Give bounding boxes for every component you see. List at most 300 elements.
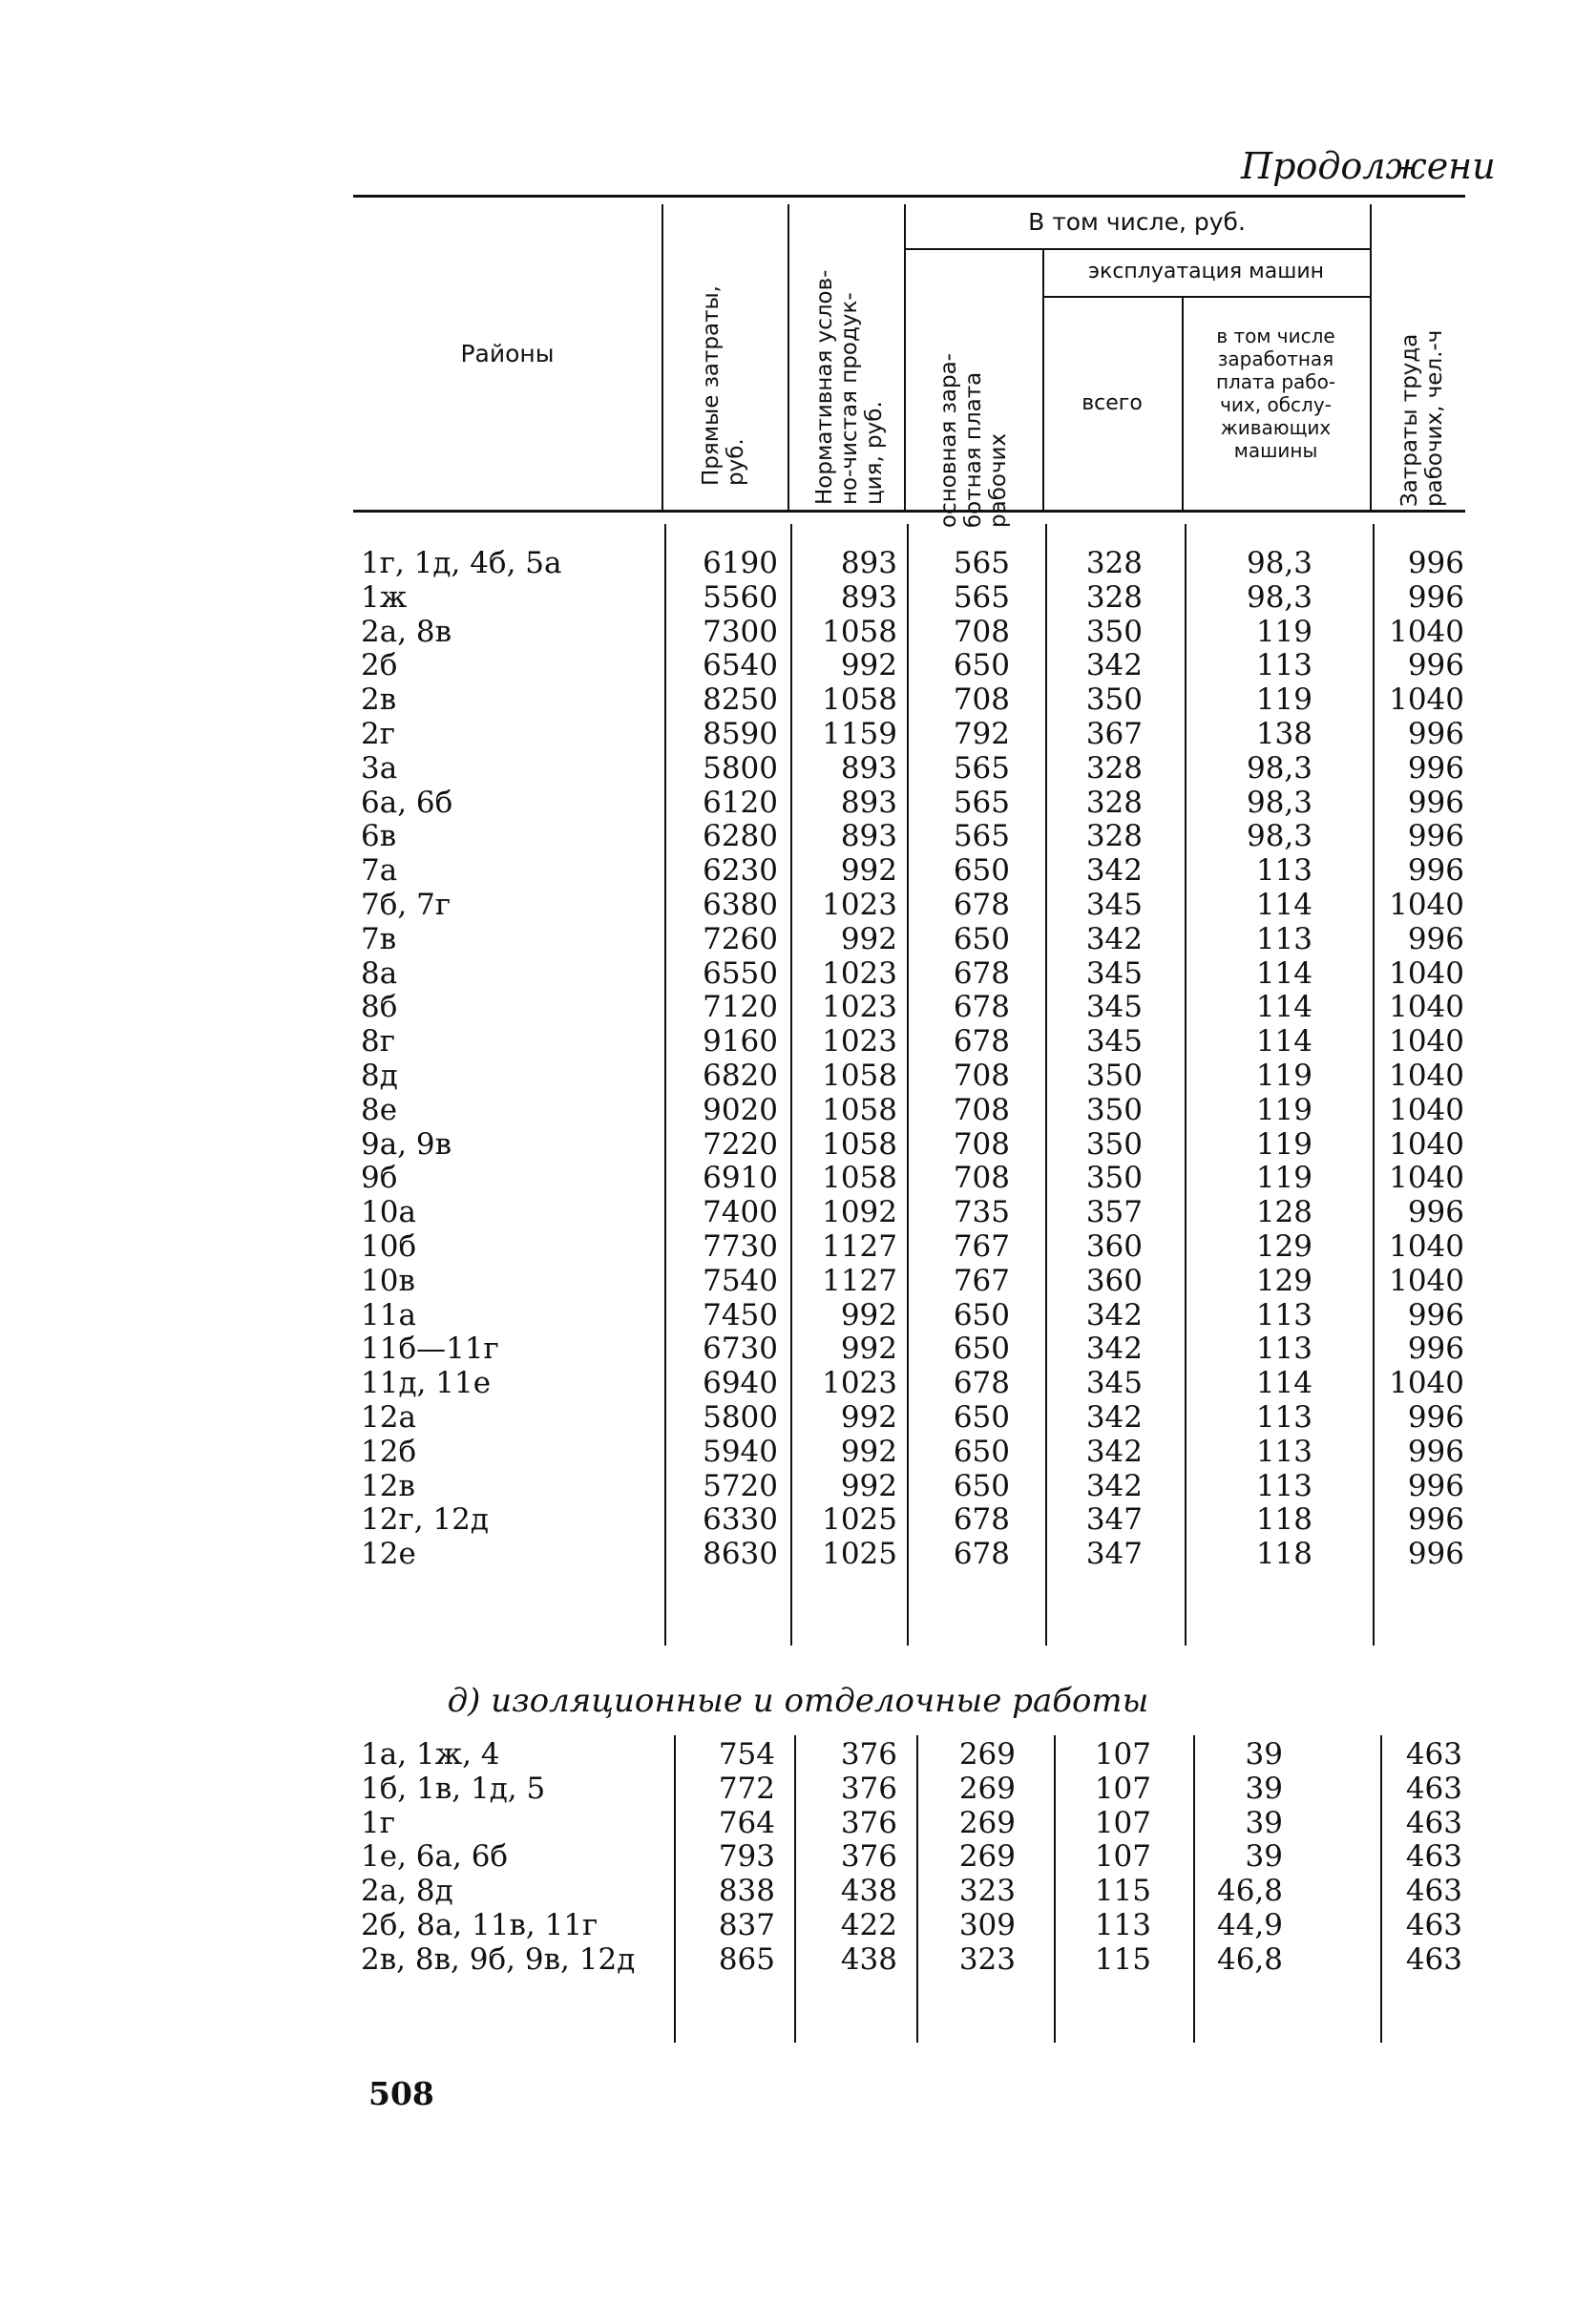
table-row [353, 580, 1465, 615]
district-cell: 1г [361, 1805, 395, 1840]
table-row [353, 1435, 1465, 1469]
value-cell: 376 [840, 1839, 897, 1875]
value-cell: 996 [1407, 1468, 1464, 1503]
value-cell: 98,3 [1246, 785, 1312, 820]
value-cell: 1058 [822, 1092, 897, 1127]
value-cell: 678 [953, 1366, 1010, 1401]
value-cell: 1023 [822, 888, 897, 922]
header-machine-wage: в том числе заработная плата рабо- чих, обслу- живающих машины [1215, 325, 1336, 462]
value-cell: 996 [1407, 1332, 1464, 1367]
district-cell: 12а [361, 1400, 416, 1435]
value-cell: 893 [840, 819, 897, 854]
value-cell: 114 [1255, 1024, 1312, 1059]
value-cell: 8630 [703, 1537, 778, 1572]
value-cell: 996 [1407, 750, 1464, 786]
value-cell: 113 [1255, 1400, 1312, 1435]
value-cell: 328 [1085, 579, 1143, 615]
value-cell: 893 [840, 546, 897, 580]
value-cell: 269 [958, 1737, 1016, 1772]
value-cell: 98,3 [1246, 579, 1312, 615]
value-cell: 128 [1255, 1195, 1312, 1230]
value-cell: 7540 [703, 1263, 778, 1298]
table-row [353, 1908, 1465, 1942]
value-cell: 793 [718, 1839, 775, 1875]
value-cell: 113 [1255, 1332, 1312, 1367]
value-cell: 98,3 [1246, 750, 1312, 786]
value-cell: 1023 [822, 955, 897, 991]
value-cell: 565 [953, 750, 1010, 786]
value-cell: 565 [953, 579, 1010, 615]
value-cell: 996 [1407, 1434, 1464, 1469]
value-cell: 992 [840, 1297, 897, 1332]
value-cell: 115 [1094, 1874, 1151, 1909]
value-cell: 1025 [822, 1537, 897, 1572]
value-cell: 992 [840, 1434, 897, 1469]
value-cell: 996 [1407, 648, 1464, 683]
value-cell: 678 [953, 990, 1010, 1025]
value-cell: 39 [1245, 1737, 1283, 1772]
value-cell: 323 [958, 1941, 1016, 1977]
value-cell: 367 [1085, 717, 1143, 751]
value-cell: 114 [1255, 888, 1312, 922]
value-cell: 996 [1407, 546, 1464, 580]
value-cell: 328 [1085, 546, 1143, 580]
value-cell: 893 [840, 579, 897, 615]
value-cell: 345 [1085, 888, 1143, 922]
district-cell: 1ж [361, 579, 408, 615]
value-cell: 708 [953, 682, 1010, 718]
value-cell: 347 [1085, 1537, 1143, 1572]
value-cell: 9160 [703, 1024, 778, 1059]
value-cell: 9020 [703, 1092, 778, 1127]
district-cell: 9б [361, 1161, 398, 1196]
value-cell: 650 [953, 648, 1010, 683]
value-cell: 708 [953, 614, 1010, 649]
district-cell: 12г, 12д [361, 1502, 489, 1538]
value-cell: 328 [1085, 785, 1143, 820]
value-cell: 438 [840, 1874, 897, 1909]
continuation-label: Продолжени [1241, 145, 1496, 187]
district-cell: 1а, 1ж, 4 [361, 1737, 500, 1772]
value-cell: 422 [840, 1908, 897, 1942]
hdr-vline-4 [1042, 250, 1044, 510]
value-cell: 113 [1255, 648, 1312, 683]
value-cell: 1092 [822, 1195, 897, 1230]
value-cell: 6550 [703, 955, 778, 991]
value-cell: 893 [840, 750, 897, 786]
district-cell: 7б, 7г [361, 888, 452, 922]
value-cell: 342 [1085, 648, 1143, 683]
value-cell: 6820 [703, 1059, 778, 1093]
district-cell: 11а [361, 1297, 416, 1332]
table-row [353, 1059, 1465, 1093]
table-row [353, 648, 1465, 682]
value-cell: 565 [953, 819, 1010, 854]
value-cell: 1127 [822, 1263, 897, 1298]
value-cell: 1040 [1389, 1161, 1464, 1196]
table-row [353, 1772, 1465, 1806]
value-cell: 678 [953, 888, 1010, 922]
top-rule [353, 195, 1465, 198]
value-cell: 119 [1255, 614, 1312, 649]
value-cell: 8590 [703, 717, 778, 751]
table-row [353, 1195, 1465, 1229]
value-cell: 650 [953, 1434, 1010, 1469]
district-cell: 3а [361, 750, 398, 786]
value-cell: 992 [840, 1332, 897, 1367]
value-cell: 463 [1405, 1941, 1462, 1977]
table-row [353, 1806, 1465, 1840]
value-cell: 996 [1407, 1502, 1464, 1538]
value-cell: 6910 [703, 1161, 778, 1196]
value-cell: 678 [953, 1024, 1010, 1059]
cost-table [353, 195, 1465, 1655]
header-normative-output: Нормативная услов- но-чистая продук- ция, руб. [812, 269, 887, 505]
table-row [353, 1024, 1465, 1059]
value-cell: 5560 [703, 579, 778, 615]
value-cell: 5800 [703, 750, 778, 786]
table-row [353, 1469, 1465, 1503]
table-row [353, 1093, 1465, 1127]
value-cell: 1040 [1389, 1024, 1464, 1059]
district-cell: 2в [361, 682, 397, 718]
value-cell: 5800 [703, 1400, 778, 1435]
value-cell: 39 [1245, 1771, 1283, 1806]
value-cell: 1159 [822, 717, 897, 751]
value-cell: 708 [953, 1126, 1010, 1162]
value-cell: 463 [1405, 1805, 1462, 1840]
value-cell: 650 [953, 1297, 1010, 1332]
value-cell: 360 [1085, 1229, 1143, 1264]
value-cell: 113 [1094, 1908, 1151, 1942]
table-row [353, 751, 1465, 786]
value-cell: 345 [1085, 990, 1143, 1025]
value-cell: 342 [1085, 921, 1143, 956]
hdr-vline-1 [662, 204, 663, 510]
value-cell: 735 [953, 1195, 1010, 1230]
value-cell: 1040 [1389, 614, 1464, 649]
value-cell: 350 [1085, 1161, 1143, 1196]
value-cell: 6940 [703, 1366, 778, 1401]
district-cell: 8е [361, 1092, 398, 1127]
value-cell: 345 [1085, 1366, 1143, 1401]
table-row [353, 1537, 1465, 1571]
district-cell: 8а [361, 955, 398, 991]
value-cell: 1040 [1389, 955, 1464, 991]
table-row [353, 1332, 1465, 1366]
table-row [353, 1229, 1465, 1264]
value-cell: 764 [718, 1805, 775, 1840]
value-cell: 376 [840, 1737, 897, 1772]
value-cell: 376 [840, 1771, 897, 1806]
table-row [353, 1366, 1465, 1400]
value-cell: 992 [840, 853, 897, 889]
value-cell: 376 [840, 1805, 897, 1840]
header-machine-total: всего [1082, 391, 1143, 415]
value-cell: 7120 [703, 990, 778, 1025]
value-cell: 1040 [1389, 1263, 1464, 1298]
value-cell: 463 [1405, 1908, 1462, 1942]
table-row [353, 990, 1465, 1024]
district-cell: 2в, 8в, 9б, 9в, 12д [361, 1941, 636, 1977]
value-cell: 6230 [703, 853, 778, 889]
value-cell: 342 [1085, 1400, 1143, 1435]
value-cell: 992 [840, 1400, 897, 1435]
value-cell: 119 [1255, 1092, 1312, 1127]
value-cell: 838 [718, 1874, 775, 1909]
header-bottom-rule [353, 510, 1465, 513]
table-row [353, 1502, 1465, 1537]
value-cell: 996 [1407, 1537, 1464, 1572]
district-cell: 2а, 8д [361, 1874, 453, 1909]
value-cell: 269 [958, 1839, 1016, 1875]
value-cell: 865 [718, 1941, 775, 1977]
table-row [353, 1942, 1465, 1977]
value-cell: 837 [718, 1908, 775, 1942]
header-labor: Затраты труда рабочих, чел.-ч [1397, 329, 1447, 507]
district-cell: 6в [361, 819, 397, 854]
value-cell: 678 [953, 955, 1010, 991]
value-cell: 650 [953, 1332, 1010, 1367]
value-cell: 996 [1407, 1195, 1464, 1230]
value-cell: 565 [953, 546, 1010, 580]
value-cell: 342 [1085, 1468, 1143, 1503]
hdr-vline-6 [1370, 204, 1372, 510]
value-cell: 708 [953, 1092, 1010, 1127]
table-row [353, 1874, 1465, 1908]
district-cell: 1г, 1д, 4б, 5а [361, 546, 562, 580]
district-cell: 9а, 9в [361, 1126, 452, 1162]
header-incl-group: В том числе, руб. [1028, 208, 1246, 236]
table-row [353, 1298, 1465, 1332]
value-cell: 992 [840, 648, 897, 683]
value-cell: 992 [840, 921, 897, 956]
value-cell: 1023 [822, 990, 897, 1025]
district-cell: 2г [361, 717, 395, 751]
value-cell: 992 [840, 1468, 897, 1503]
value-cell: 767 [953, 1229, 1010, 1264]
value-cell: 1040 [1389, 990, 1464, 1025]
value-cell: 46,8 [1216, 1874, 1283, 1909]
table-row [353, 682, 1465, 717]
value-cell: 129 [1255, 1229, 1312, 1264]
district-cell: 7в [361, 921, 397, 956]
value-cell: 113 [1255, 1434, 1312, 1469]
value-cell: 1023 [822, 1366, 897, 1401]
value-cell: 767 [953, 1263, 1010, 1298]
value-cell: 6120 [703, 785, 778, 820]
page-number: 508 [368, 2075, 434, 2112]
value-cell: 345 [1085, 955, 1143, 991]
value-cell: 107 [1094, 1805, 1151, 1840]
value-cell: 996 [1407, 785, 1464, 820]
district-cell: 1б, 1в, 1д, 5 [361, 1771, 546, 1806]
value-cell: 342 [1085, 853, 1143, 889]
table-row [353, 546, 1465, 580]
district-cell: 2б [361, 648, 398, 683]
value-cell: 650 [953, 921, 1010, 956]
value-cell: 114 [1255, 955, 1312, 991]
value-cell: 269 [958, 1805, 1016, 1840]
value-cell: 98,3 [1246, 546, 1312, 580]
value-cell: 309 [958, 1908, 1016, 1942]
value-cell: 347 [1085, 1502, 1143, 1538]
value-cell: 345 [1085, 1024, 1143, 1059]
value-cell: 119 [1255, 682, 1312, 718]
district-cell: 8г [361, 1024, 395, 1059]
value-cell: 113 [1255, 921, 1312, 956]
value-cell: 6540 [703, 648, 778, 683]
value-cell: 269 [958, 1771, 1016, 1806]
district-cell: 6а, 6б [361, 785, 453, 820]
district-cell: 2б, 8а, 11в, 11г [361, 1908, 598, 1942]
table-row [353, 1264, 1465, 1298]
value-cell: 708 [953, 1161, 1010, 1196]
value-cell: 996 [1407, 579, 1464, 615]
value-cell: 7730 [703, 1229, 778, 1264]
value-cell: 1040 [1389, 682, 1464, 718]
table-row [353, 1161, 1465, 1195]
header-machine-group: эксплуатация машин [1087, 260, 1325, 283]
value-cell: 323 [958, 1874, 1016, 1909]
value-cell: 46,8 [1216, 1941, 1283, 1977]
value-cell: 6330 [703, 1502, 778, 1538]
table-row [353, 786, 1465, 820]
table-row [353, 956, 1465, 991]
table-row [353, 1737, 1465, 1772]
section-d-title: д) изоляционные и отделочные работы [447, 1682, 1149, 1720]
value-cell: 350 [1085, 614, 1143, 649]
value-cell: 463 [1405, 1874, 1462, 1909]
value-cell: 328 [1085, 819, 1143, 854]
table-row [353, 1839, 1465, 1874]
value-cell: 7450 [703, 1297, 778, 1332]
hdr-vline-3 [904, 204, 906, 510]
hdr-vline-2 [788, 204, 789, 510]
table-row [353, 819, 1465, 853]
district-cell: 10б [361, 1229, 417, 1264]
value-cell: 1127 [822, 1229, 897, 1264]
value-cell: 463 [1405, 1839, 1462, 1875]
value-cell: 463 [1405, 1737, 1462, 1772]
value-cell: 565 [953, 785, 1010, 820]
table-row [353, 1400, 1465, 1435]
header-district: Районы [460, 340, 555, 367]
value-cell: 7300 [703, 614, 778, 649]
value-cell: 6190 [703, 546, 778, 580]
value-cell: 113 [1255, 1468, 1312, 1503]
district-cell: 12е [361, 1537, 416, 1572]
value-cell: 114 [1255, 1366, 1312, 1401]
district-cell: 11д, 11е [361, 1366, 492, 1401]
value-cell: 119 [1255, 1161, 1312, 1196]
value-cell: 893 [840, 785, 897, 820]
value-cell: 438 [840, 1941, 897, 1977]
value-cell: 996 [1407, 819, 1464, 854]
value-cell: 328 [1085, 750, 1143, 786]
value-cell: 650 [953, 1468, 1010, 1503]
insulation-table [353, 1735, 1465, 2050]
value-cell: 1058 [822, 682, 897, 718]
value-cell: 118 [1255, 1502, 1312, 1538]
table-row [353, 853, 1465, 888]
value-cell: 118 [1255, 1537, 1312, 1572]
value-cell: 1023 [822, 1024, 897, 1059]
group-rule [904, 248, 1370, 250]
district-cell: 12в [361, 1468, 415, 1503]
table-row [353, 922, 1465, 956]
value-cell: 1025 [822, 1502, 897, 1538]
value-cell: 115 [1094, 1941, 1151, 1977]
value-cell: 350 [1085, 1092, 1143, 1127]
header-direct-costs: Прямые затраты, руб. [699, 285, 748, 486]
district-cell: 1е, 6а, 6б [361, 1839, 509, 1875]
value-cell: 996 [1407, 1400, 1464, 1435]
district-cell: 11б—11г [361, 1332, 499, 1367]
value-cell: 360 [1085, 1263, 1143, 1298]
value-cell: 350 [1085, 1059, 1143, 1093]
value-cell: 342 [1085, 1332, 1143, 1367]
value-cell: 113 [1255, 853, 1312, 889]
district-cell: 7а [361, 853, 398, 889]
value-cell: 342 [1085, 1297, 1143, 1332]
value-cell: 1040 [1389, 1059, 1464, 1093]
table-row [353, 1127, 1465, 1162]
value-cell: 678 [953, 1502, 1010, 1538]
value-cell: 996 [1407, 1297, 1464, 1332]
value-cell: 138 [1255, 717, 1312, 751]
value-cell: 1058 [822, 1059, 897, 1093]
value-cell: 754 [718, 1737, 775, 1772]
district-cell: 8б [361, 990, 398, 1025]
value-cell: 107 [1094, 1839, 1151, 1875]
value-cell: 650 [953, 853, 1010, 889]
value-cell: 44,9 [1216, 1908, 1283, 1942]
value-cell: 6280 [703, 819, 778, 854]
table-row [353, 615, 1465, 649]
value-cell: 996 [1407, 717, 1464, 751]
value-cell: 7260 [703, 921, 778, 956]
value-cell: 357 [1085, 1195, 1143, 1230]
value-cell: 996 [1407, 921, 1464, 956]
value-cell: 1058 [822, 1126, 897, 1162]
district-cell: 2а, 8в [361, 614, 452, 649]
value-cell: 350 [1085, 1126, 1143, 1162]
value-cell: 113 [1255, 1297, 1312, 1332]
district-cell: 10а [361, 1195, 416, 1230]
value-cell: 1040 [1389, 1229, 1464, 1264]
value-cell: 350 [1085, 682, 1143, 718]
value-cell: 107 [1094, 1737, 1151, 1772]
header-base-wage: основная зара- ботная плата рабочих [936, 353, 1011, 528]
value-cell: 678 [953, 1537, 1010, 1572]
value-cell: 650 [953, 1400, 1010, 1435]
value-cell: 6380 [703, 888, 778, 922]
district-cell: 8д [361, 1059, 398, 1093]
value-cell: 39 [1245, 1805, 1283, 1840]
value-cell: 772 [718, 1771, 775, 1806]
value-cell: 129 [1255, 1263, 1312, 1298]
value-cell: 1058 [822, 1161, 897, 1196]
value-cell: 1040 [1389, 888, 1464, 922]
value-cell: 342 [1085, 1434, 1143, 1469]
value-cell: 7220 [703, 1126, 778, 1162]
table-row [353, 888, 1465, 922]
value-cell: 39 [1245, 1839, 1283, 1875]
value-cell: 98,3 [1246, 819, 1312, 854]
value-cell: 1058 [822, 614, 897, 649]
value-cell: 5940 [703, 1434, 778, 1469]
